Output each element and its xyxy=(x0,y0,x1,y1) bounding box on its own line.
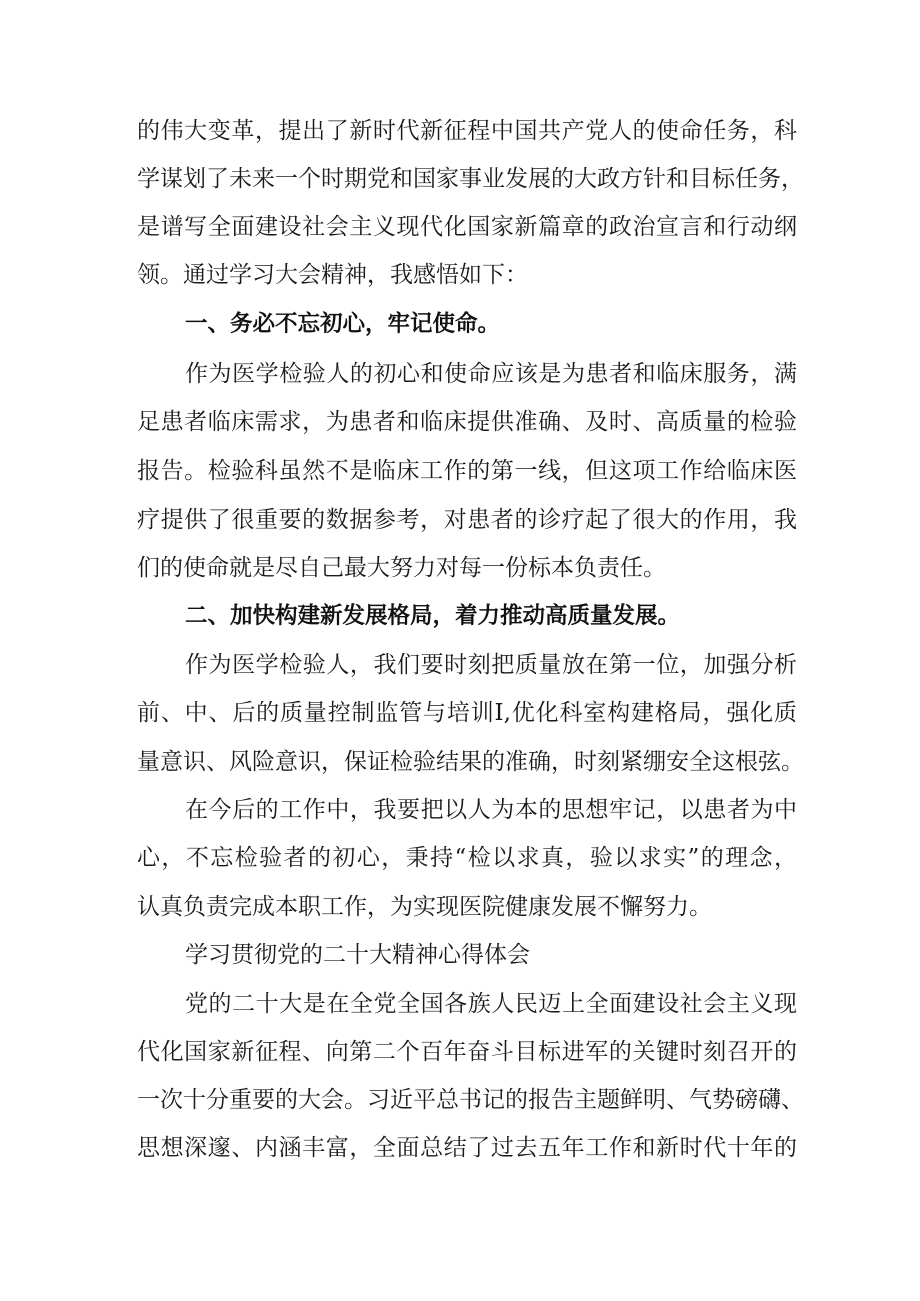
body-line: 前、中、后的质量控制监管与培训I,优化科室构建格局，强化质 xyxy=(137,700,797,726)
paragraph-first-line: 作为医学检验人，我们要时刻把质量放在第一位，加强分析 xyxy=(185,652,797,678)
paragraph-first-line: 在今后的工作中，我要把以人为本的思想牢记，以患者为中 xyxy=(185,797,797,823)
body-line: 量意识、风险意识，保证检验结果的准确，时刻紧绷安全这根弦。 xyxy=(137,749,804,775)
body-line: 一次十分重要的大会。习近平总书记的报告主题鲜明、气势磅礴、 xyxy=(137,1087,804,1113)
body-line: 是谱写全面建设社会主义现代化国家新篇章的政治宣言和行动纲 xyxy=(137,214,797,240)
body-line: 领。通过学习大会精神，我感悟如下： xyxy=(137,262,528,288)
body-line: 认真负责完成本职工作，为实现医院健康发展不懈努力。 xyxy=(137,894,712,920)
body-line: 学谋划了未来一个时期党和国家事业发展的大政方针和目标任务， xyxy=(137,166,804,192)
body-line: 思想深邃、内涵丰富，全面总结了过去五年工作和新时代十年的 xyxy=(137,1135,797,1161)
body-line: 代化国家新征程、向第二个百年奋斗目标进军的关键时刻召开的 xyxy=(137,1039,797,1065)
section-heading-1: 一、务必不忘初心，牢记使命。 xyxy=(185,311,501,337)
paragraph-first-line: 作为医学检验人的初心和使命应该是为患者和临床服务，满 xyxy=(185,361,797,387)
section-heading-2: 二、加快构建新发展格局，着力推动高质量发展。 xyxy=(185,603,681,629)
body-line: 报告。检验科虽然不是临床工作的第一线，但这项工作给临床医 xyxy=(137,458,797,484)
paragraph-first-line: 党的二十大是在全党全国各族人民迈上全面建设社会主义现 xyxy=(185,991,797,1017)
body-line: 心，不忘检验者的初心，秉持“检以求真，验以求实”的理念， xyxy=(137,845,797,871)
body-line: 的伟大变革，提出了新时代新征程中国共产党人的使命任务，科 xyxy=(137,118,797,144)
body-line: 们的使命就是尽自己最大努力对每一份标本负责任。 xyxy=(137,555,666,581)
body-line: 疗提供了很重要的数据参考，对患者的诊疗起了很大的作用，我 xyxy=(137,507,797,533)
article-title: 学习贯彻党的二十大精神心得体会 xyxy=(185,942,530,968)
body-line: 足患者临床需求，为患者和临床提供准确、及时、高质量的检验 xyxy=(137,409,797,435)
